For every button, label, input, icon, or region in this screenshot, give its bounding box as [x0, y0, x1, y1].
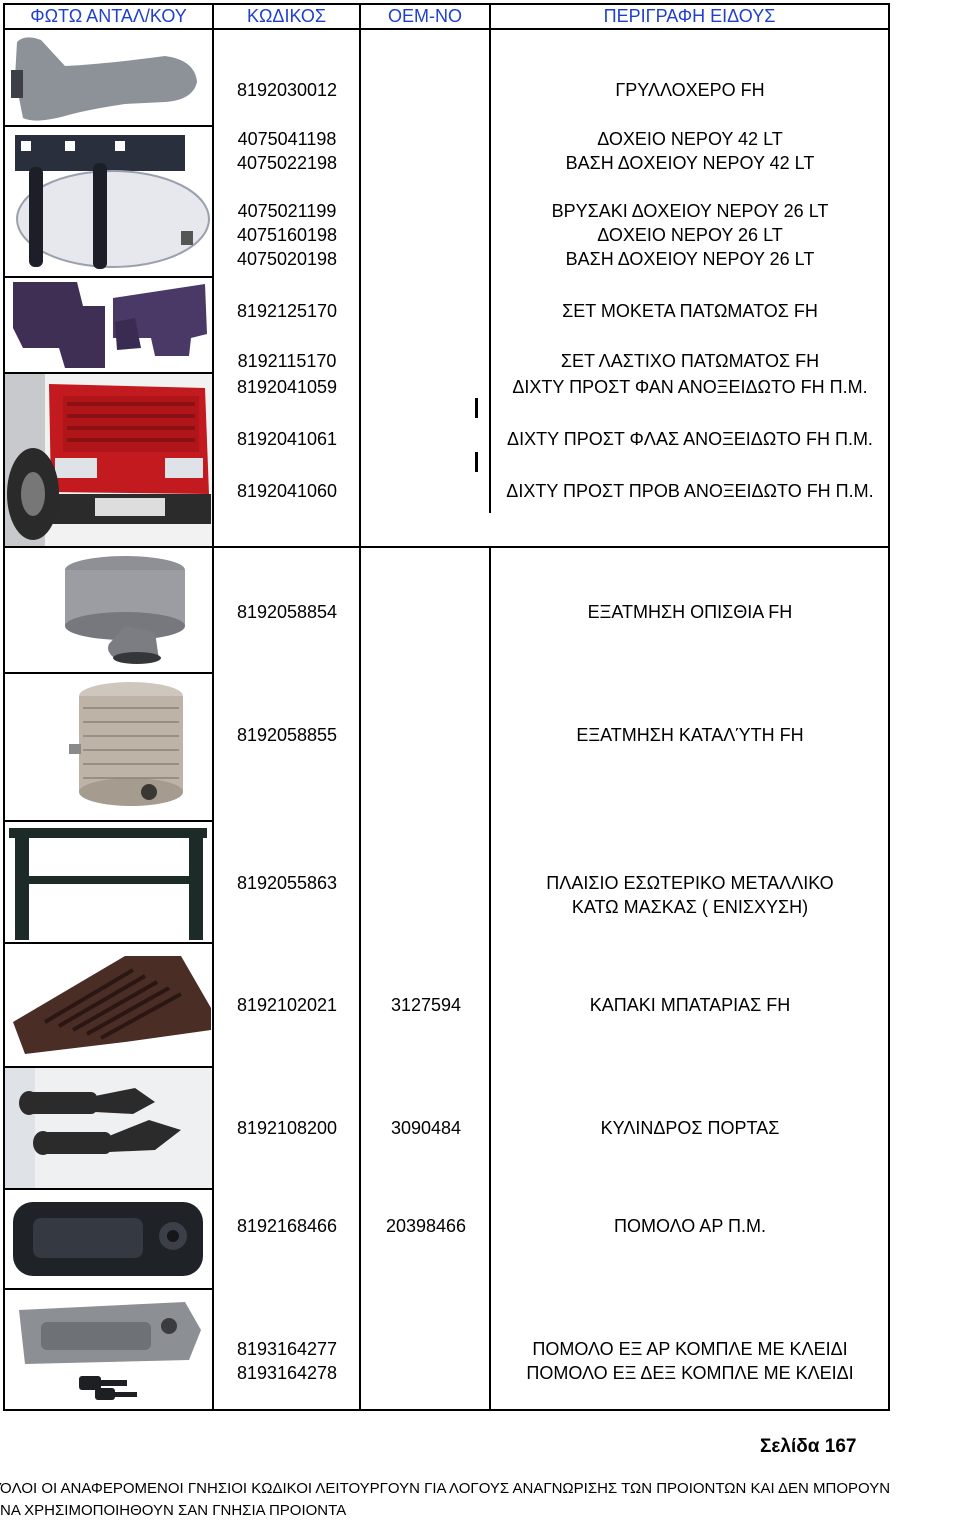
- tick-rule: [888, 452, 890, 472]
- handle-keys-photo: [5, 1290, 212, 1406]
- part-description: ΣΕΤ ΜΟΚΕΤΑ ΠΑΤΩΜΑΤΟΣ FH: [562, 301, 818, 321]
- water-tank-photo: [5, 127, 212, 276]
- header-description: ΠΕΡΙΓΡΑΦΗ ΕΙΔΟΥΣ: [603, 6, 776, 26]
- exhaust-catalyst-photo: [5, 674, 212, 820]
- part-code: 8192058855: [236, 725, 338, 745]
- part-description: ΔΟΧΕΙΟ ΝΕΡΟΥ 42 LT ΒΑΣΗ ΔΟΧΕΙΟΥ ΝΕΡΟΥ 42 LT ΒΡΥΣΑΚΙ ΔΟΧΕΙΟΥ ΝΕΡΟΥ 26 LT ΔΟΧΕΙΟ ΝΕΡΟΥ 26 LT ΒΑΣΗ ΔΟΧΕΙΟΥ ΝΕΡΟΥ 26 LT: [551, 129, 829, 269]
- col-divider: [489, 3, 491, 513]
- page-number: Σελίδα 167: [760, 1436, 857, 1457]
- col-divider: [359, 3, 361, 1411]
- oem-number: 3090484: [390, 1118, 462, 1138]
- oem-number: 20398466: [385, 1216, 467, 1236]
- header-photo: ΦΩΤΩ ΑΝΤΑΛ/ΚΟΥ: [30, 6, 187, 26]
- tick-rule: [475, 398, 478, 418]
- exhaust-rear-photo: [5, 548, 212, 672]
- battery-cover-photo: [5, 944, 212, 1066]
- part-code: 8193164277 8193164278: [236, 1339, 338, 1383]
- part-code: 8192108200: [236, 1118, 338, 1138]
- armrest-photo: [5, 30, 212, 125]
- floor-mat-photo: [5, 278, 212, 372]
- part-description: ΚΥΛΙΝΔΡΟΣ ΠΟΡΤΑΣ: [600, 1118, 780, 1138]
- part-description: ΣΕΤ ΛΑΣΤΙΧΟ ΠΑΤΩΜΑΤΟΣ FH ΔΙΧΤΥ ΠΡΟΣΤ ΦΑΝ ΑΝΟΞΕΙΔΩΤΟ FH Π.Μ. ΔΙΧΤΥ ΠΡΟΣΤ ΦΛΑΣ ΑΝΟΞΕΙΔΩΤΟ FH Π.Μ. ΔΙΧΤΥ ΠΡΟΣΤ ΠΡΟΒ ΑΝΟΞΕΙΔΩΤΟ FH Π.Μ.: [506, 351, 874, 501]
- header-code: ΚΩΔΙΚΟΣ: [246, 6, 327, 26]
- tick-rule: [888, 398, 890, 418]
- frame-photo: [5, 822, 212, 942]
- part-code: 8192125170: [236, 301, 338, 321]
- part-code: 8192115170 8192041059 8192041061 8192041060: [236, 351, 338, 501]
- door-lock-photo: [5, 1068, 212, 1188]
- part-code: 4075041198 4075022198 4075021199 4075160198 4075020198: [236, 129, 338, 269]
- header-oem: ΟΕΜ-ΝΟ: [388, 6, 462, 26]
- part-description: ΠΟΜΟΛΟ ΕΞ ΑΡ ΚΟΜΠΛΕ ΜΕ ΚΛΕΙΔΙ ΠΟΜΟΛΟ ΕΞ ΔΕΞ ΚΟΜΠΛΕ ΜΕ ΚΛΕΙΔΙ: [526, 1339, 854, 1383]
- part-description: ΠΛΑΙΣΙΟ ΕΣΩΤΕΡΙΚΟ ΜΕΤΑΛΛΙΚΟ ΚΑΤΩ ΜΑΣΚΑΣ ( ΕΝΙΣΧΥΣΗ): [546, 873, 834, 917]
- col-divider: [212, 3, 214, 1411]
- tick-rule: [475, 452, 478, 472]
- part-code: 8192168466: [236, 1216, 338, 1236]
- handle-photo: [5, 1190, 212, 1288]
- part-code: 8192058854: [236, 602, 338, 622]
- part-description: ΚΑΠΑΚΙ ΜΠΑΤΑΡΙΑΣ FH: [589, 995, 791, 1015]
- part-description: ΕΞΑΤΜΗΣΗ ΟΠΙΣΘΙΑ FH: [587, 602, 793, 622]
- part-code: 8192102021: [236, 995, 338, 1015]
- part-description: ΠΟΜΟΛΟ ΑΡ Π.Μ.: [613, 1216, 766, 1236]
- disclaimer-note: ΌΛΟΙ ΟΙ ΑΝΑΦΕΡΟΜΕΝΟΙ ΓΝΗΣΙΟΙ ΚΩΔΙΚΟΙ ΛΕΙΤΟΥΡΓΟΥΝ ΓΙΑ ΛΟΓΟΥΣ ΑΝΑΓΝΩΡΙΣΗΣ ΤΩΝ ΠΡΟΙΟΝΤΩΝ ΚΑΙ ΔΕΝ ΜΠΟΡΟΥΝ ΝΑ ΧΡΗΣΙΜΟΠΟΙΗΘΟΥΝ ΣΑΝ ΓΝΗΣΙΑ ΠΡΟΙΟΝΤΑ: [0, 1480, 891, 1519]
- part-description: ΓΡΥΛΛΟΧΕΡΟ FH: [615, 80, 765, 100]
- oem-number: 3127594: [390, 995, 462, 1015]
- col-divider: [489, 548, 491, 1411]
- part-code: 8192030012: [236, 80, 338, 100]
- part-description: ΕΞΑΤΜΗΣΗ ΚΑΤΑΛΎΤΗ FH: [576, 725, 804, 745]
- truck-front-photo: [5, 374, 212, 546]
- part-code: 8192055863: [236, 873, 338, 893]
